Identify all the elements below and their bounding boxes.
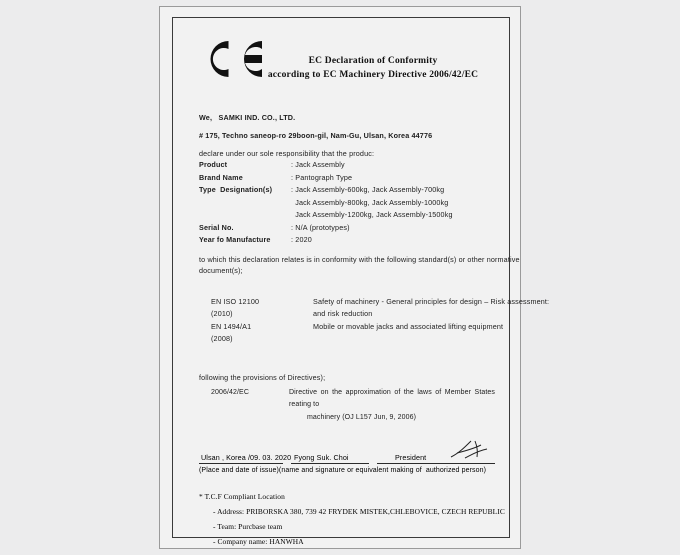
conformity-line-2: document(s);	[199, 265, 243, 275]
field-type-designation-continued-1: Jack Assembly-800kg, Jack Assembly-1000kg	[291, 197, 449, 207]
field-type-designation-value: : Jack Assembly-600kg, Jack Assembly-700kg	[291, 185, 445, 194]
directive-row	[199, 387, 495, 425]
field-product-value: : Jack Assembly	[291, 160, 345, 169]
signature-name: Fyong Suk. Choi	[294, 453, 349, 462]
field-year-of-manufacture-value: : 2020	[291, 235, 312, 244]
field-brand-name	[199, 172, 495, 185]
standard-text-2	[313, 333, 495, 346]
signature-rule-place	[199, 463, 283, 464]
provisions-heading: following the provisions of Directives);	[199, 372, 326, 382]
signature-place-date: Ulsan , Korea /09. 03. 2020	[201, 453, 292, 462]
conformity-line-1: to which this declaration relates is in conformity with the following standard(s) or other normative	[199, 254, 520, 264]
standard-text: Safety of machinery - General principles for design – Risk assessment:	[313, 296, 550, 306]
field-product	[199, 159, 495, 172]
standard-row	[211, 321, 504, 334]
certificate-sheet	[172, 17, 550, 546]
directive-text-line-1: Directive on the approximation of the laws of Member States reating to	[289, 388, 495, 409]
page-subtitle: according to EC Machinery Directive 2006/42/EC	[267, 70, 479, 80]
standard-code: EN 1494/A1	[211, 321, 252, 331]
standard-row	[211, 308, 495, 321]
signature-area	[199, 442, 495, 474]
field-brand-name-label: Brand Name	[199, 172, 243, 182]
field-serial-no	[199, 222, 495, 235]
handwritten-signature-icon	[447, 439, 493, 461]
declaration-line: declare under our sole responsibility that the produc:	[199, 149, 375, 158]
tcf-section	[199, 492, 505, 546]
document-title-block	[253, 54, 493, 82]
standard-row	[211, 333, 495, 346]
signature-position: President	[395, 453, 427, 462]
field-brand-name-value: : Pantograph Type	[291, 172, 353, 182]
standards-list	[199, 296, 550, 346]
standard-text-2: and risk reduction	[313, 309, 373, 319]
tcf-item-address: - Address: PRIBORSKA 380, 739 42 FRYDEK MISTEK,CHLEBOVICE, CZECH REPUBLIC	[213, 507, 505, 516]
provisions-section	[199, 372, 495, 425]
signature-rule-position	[377, 463, 495, 464]
page-title: EC Declaration of Conformity	[308, 56, 438, 66]
field-type-designation	[199, 184, 495, 197]
field-type-designation-continued-2: Jack Assembly-1200kg, Jack Assembly-1500kg	[291, 210, 453, 219]
field-type-designation-label: Type Designation(s)	[199, 185, 273, 194]
directive-text	[289, 387, 495, 425]
standard-row	[211, 296, 550, 309]
standard-text: Mobile or movable jacks and associated lifting equipment	[313, 321, 504, 331]
standard-sub: (2010)	[211, 309, 233, 319]
document-body	[199, 112, 550, 424]
tcf-heading: * T.C.F Compliant Location	[199, 492, 285, 501]
directive-code: 2006/42/EC	[211, 388, 249, 396]
signature-lines	[199, 442, 495, 464]
field-serial-no-label: Serial No.	[199, 222, 234, 232]
company-line: We, SAMKI IND. CO., LTD.	[199, 113, 296, 122]
document-page	[159, 6, 550, 549]
standard-code: EN ISO 12100	[211, 296, 260, 306]
field-product-label: Product	[199, 160, 228, 169]
signature-rule-name	[291, 463, 369, 464]
standard-sub: (2008)	[211, 334, 233, 344]
tcf-item-company: - Company name: HANWHA	[213, 537, 304, 546]
field-year-of-manufacture-label: Year fo Manufacture	[199, 235, 271, 244]
signature-caption: (Place and date of issue)(name and signature or equivalent making of authorized person)	[199, 467, 487, 474]
address-line: # 175, Techno saneop-ro 29boon-gil, Nam-Gu, Ulsan, Korea 44776	[199, 131, 433, 140]
tcf-item-team: - Team: Purcbase team	[213, 522, 283, 531]
field-year-of-manufacture	[199, 234, 495, 247]
directive-text-line-2: machinery (OJ L157 Jun, 9, 2006)	[307, 413, 417, 421]
field-serial-no-value: : N/A (prototypes)	[291, 222, 350, 232]
